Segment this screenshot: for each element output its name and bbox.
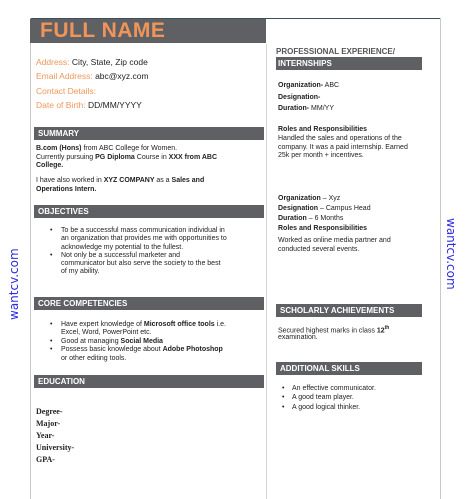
dob-value: DD/MM/YYYY <box>87 100 142 110</box>
list-item: an organization that provides me with opportunities to <box>61 235 227 243</box>
list-item: Excel, Word, PowerPoint etc. <box>61 329 152 337</box>
gpa-label: GPA- <box>36 455 55 464</box>
bullet-icon: • <box>50 251 53 259</box>
education-fields <box>36 406 74 466</box>
scholarly-line-1: Secured highest marks in class 12th <box>278 325 390 335</box>
additional-skills-heading: ADDITIONAL SKILLS <box>276 362 422 375</box>
dob-label: Date of Birth: <box>36 100 86 110</box>
summary-text: I have also worked in <box>36 177 104 184</box>
email-label: Email Address: <box>36 71 93 81</box>
duration1-line <box>278 105 334 114</box>
summary-bold: PG Diploma <box>95 153 137 161</box>
list-item: • An effective communicator. <box>282 385 376 392</box>
bullet-icon: • <box>50 227 53 234</box>
contact-details-line <box>36 86 96 97</box>
list-item: • Good at managing Social Media <box>50 337 163 345</box>
summary-heading: SUMMARY <box>34 127 264 140</box>
list-item: • Possess basic knowledge about Adobe Photoshop <box>50 346 223 354</box>
designation2-value: – Campus Head <box>318 205 371 212</box>
bullet-icon: • <box>50 337 53 345</box>
left-border <box>30 18 31 499</box>
list-item: • To be a successful mass communication individual in <box>50 227 225 234</box>
right-border <box>440 18 441 499</box>
summary-bold: XXX from ABC <box>168 153 218 161</box>
summary-text: Currently pursuing <box>36 153 96 161</box>
bullet-icon: • <box>282 394 285 402</box>
bullet-icon: • <box>282 403 285 411</box>
summary-line-4 <box>36 177 204 186</box>
major-label: Major- <box>36 419 61 428</box>
dob-line <box>36 100 142 111</box>
list-item: • A good logical thinker. <box>282 403 361 411</box>
org2-line <box>278 195 340 204</box>
duration2-line <box>278 215 343 224</box>
summary-line-3: College. <box>36 162 64 169</box>
objectives-heading: OBJECTIVES <box>34 205 264 218</box>
contact-details-label: Contact Details: <box>36 86 96 96</box>
designation1-label: Designation- <box>278 93 321 101</box>
core-competencies-list <box>34 321 226 363</box>
summary-text: as a <box>156 177 172 184</box>
duration2-value: – 6 Months <box>306 215 344 222</box>
year-label: Year- <box>36 431 55 440</box>
org1-line <box>278 82 339 91</box>
designation2-label: Designation <box>278 205 319 212</box>
skills-list <box>276 384 376 412</box>
org2-value: – Xyz <box>320 195 341 202</box>
list-item: • Have expert knowledge of Microsoft office tools i.e. <box>50 321 226 328</box>
summary-line-2 <box>36 154 217 163</box>
email-line <box>36 71 149 82</box>
summary-degree: B.com (Hons) <box>36 145 84 152</box>
scholarly-line-2: examination. <box>278 334 318 341</box>
roles1-label: Roles and Responsibilities <box>278 126 368 133</box>
roles1-text: Handled the sales and operations of the company. It was a paid internship. Earned 25k per month + incentives. <box>278 135 408 159</box>
summary-line-1 <box>36 145 177 154</box>
list-item: or other editing tools. <box>61 354 127 362</box>
summary-bold: XYZ COMPANY <box>103 177 157 184</box>
roles2-text: Worked as online media partner and conducted several events. <box>278 237 391 253</box>
list-item: acknowledge my potential to the fullest. <box>61 243 184 251</box>
bullet-icon: • <box>282 385 285 392</box>
internships-heading: INTERNSHIPS <box>276 58 422 70</box>
bullet-icon: • <box>50 321 53 328</box>
full-name: FULL NAME <box>40 19 166 42</box>
list-item: • Not only be a successful marketer and <box>50 251 181 259</box>
objectives-list <box>34 227 227 277</box>
org1-value: ABC <box>323 82 340 89</box>
org2-label: Organization <box>278 195 321 202</box>
watermark-left: wantcv.com <box>7 248 21 320</box>
org1-label: Organization- <box>278 82 324 89</box>
column-divider <box>266 44 267 499</box>
address-value: City, State, Zip code <box>71 57 148 67</box>
summary-text: Course in <box>136 153 169 161</box>
email-value: abc@xyz.com <box>95 71 149 81</box>
list-item: communicator but also serve the society to the best <box>61 260 221 268</box>
bullet-icon: • <box>50 346 53 354</box>
summary-line-5: Operations Intern. <box>36 185 97 193</box>
university-label: University- <box>36 443 75 452</box>
designation2-line <box>278 205 371 214</box>
scholarly-achievements-heading: SCHOLARLY ACHIEVEMENTS <box>276 304 422 317</box>
summary-college: from ABC College for Women. <box>83 145 178 152</box>
experience-heading: PROFESSIONAL EXPERIENCE/ <box>276 47 395 56</box>
summary-bold: Sales and <box>171 177 205 184</box>
watermark-right: wantcv.com <box>444 218 458 290</box>
core-competencies-heading: CORE COMPETENCIES <box>34 297 264 310</box>
duration1-value: MM/YY <box>309 105 334 112</box>
duration1-label: Duration- <box>278 105 310 112</box>
list-item: • A good team player. <box>282 394 354 402</box>
degree-label: Degree- <box>36 407 63 416</box>
address-line <box>36 57 148 68</box>
duration2-label: Duration <box>278 215 307 222</box>
education-heading: EDUCATION <box>34 375 264 388</box>
address-label: Address: <box>36 57 70 67</box>
list-item: of my ability. <box>61 268 100 276</box>
roles2-label: Roles and Responsibilities <box>278 225 368 232</box>
